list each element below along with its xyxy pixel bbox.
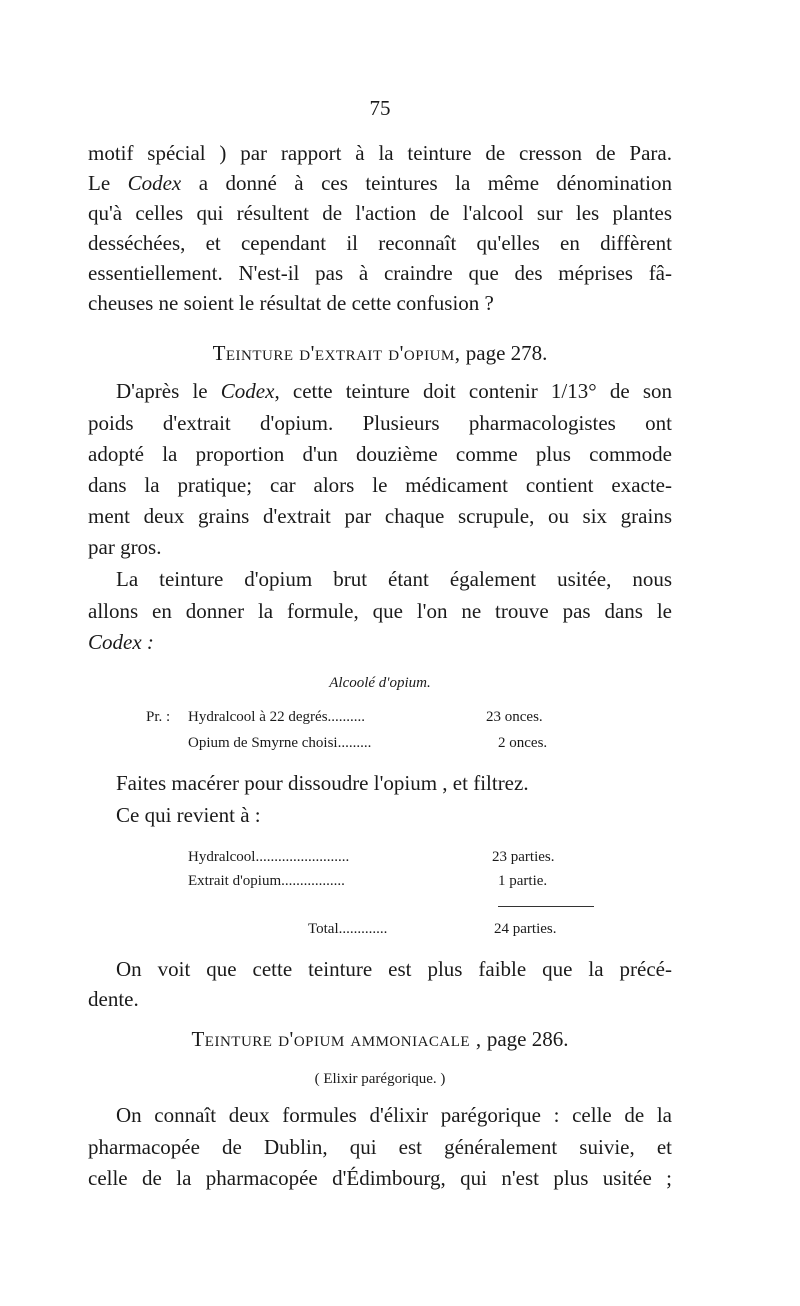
revient-line: Ce qui revient à : xyxy=(116,803,261,827)
formula-item-1-label: Hydralcool à 22 degrés.......... xyxy=(188,709,366,725)
para4-line-2: dente. xyxy=(88,987,139,1011)
formula-prefix: Pr. : xyxy=(146,709,171,725)
para1-line-4: desséchées, et cependant il reconnaît qu'elles en diffèrent xyxy=(88,231,672,255)
para3-line-3: Codex : xyxy=(88,630,154,654)
para5-line-3: celle de la pharmacopée d'Édimbourg, qui n'est plus usitée ; xyxy=(88,1166,672,1190)
para4-line-1: On voit que cette teinture est plus faible que la précé- xyxy=(116,957,672,981)
sum-rule xyxy=(498,906,594,907)
formula-item-2-qty: 2 onces. xyxy=(498,735,548,751)
para1-line-5: essentiellement. N'est-il pas à craindre que des méprises fâ- xyxy=(88,261,672,285)
para1-line-6: cheuses ne soient le résultat de cette confusion ? xyxy=(88,291,494,315)
total-label: Total............. xyxy=(308,921,388,937)
section-subheading-2: ( Elixir parégorique. ) xyxy=(314,1071,446,1087)
equiv-item-1-label: Hydralcool......................... xyxy=(188,849,350,865)
formula-title: Alcoolé d'opium. xyxy=(329,675,431,691)
para5-line-1: On connaît deux formules d'élixir parégorique : celle de la xyxy=(116,1103,672,1127)
para2-line-4: dans la pratique; car alors le médicament contient exacte- xyxy=(88,473,672,497)
section-heading-1: Teinture d'extrait d'opium, page 278. xyxy=(212,341,548,365)
para3-line-1: La teinture d'opium brut étant également usitée, nous xyxy=(116,567,672,591)
para2-line-3: adopté la proportion d'un douzième comme plus commode xyxy=(88,442,672,466)
equiv-item-1-qty: 23 parties. xyxy=(492,849,555,865)
para2-line-1: D'après le Codex, cette teinture doit contenir 1/13° de son xyxy=(116,379,672,403)
para5-line-2: pharmacopée de Dublin, qui est généralement suivie, et xyxy=(88,1135,672,1159)
section-heading-2: Teinture d'opium ammoniacale , page 286. xyxy=(191,1027,569,1051)
para3-line-2: allons en donner la formule, que l'on ne trouve pas dans le xyxy=(88,599,672,623)
equiv-item-2-qty: 1 partie. xyxy=(498,873,548,889)
macerer-line: Faites macérer pour dissoudre l'opium , et filtrez. xyxy=(116,771,529,795)
para1-line-1: motif spécial ) par rapport à la teinture de cresson de Para. xyxy=(88,141,672,165)
para2-line-5: ment deux grains d'extrait par chaque scrupule, ou six grains xyxy=(88,504,672,528)
para2-line-6: par gros. xyxy=(88,535,162,559)
para1-line-3: qu'à celles qui résultent de l'action de l'alcool sur les plantes xyxy=(88,201,672,225)
page-number: 75 xyxy=(369,96,391,120)
formula-item-1-qty: 23 onces. xyxy=(486,709,543,725)
formula-item-2-label: Opium de Smyrne choisi......... xyxy=(188,735,372,751)
equiv-item-2-label: Extrait d'opium................. xyxy=(188,873,345,889)
para1-line-2: Le Codex a donné à ces teintures la même dénomination xyxy=(88,171,672,195)
para2-line-2: poids d'extrait d'opium. Plusieurs pharmacologistes ont xyxy=(88,411,672,435)
total-qty: 24 parties. xyxy=(494,921,557,937)
